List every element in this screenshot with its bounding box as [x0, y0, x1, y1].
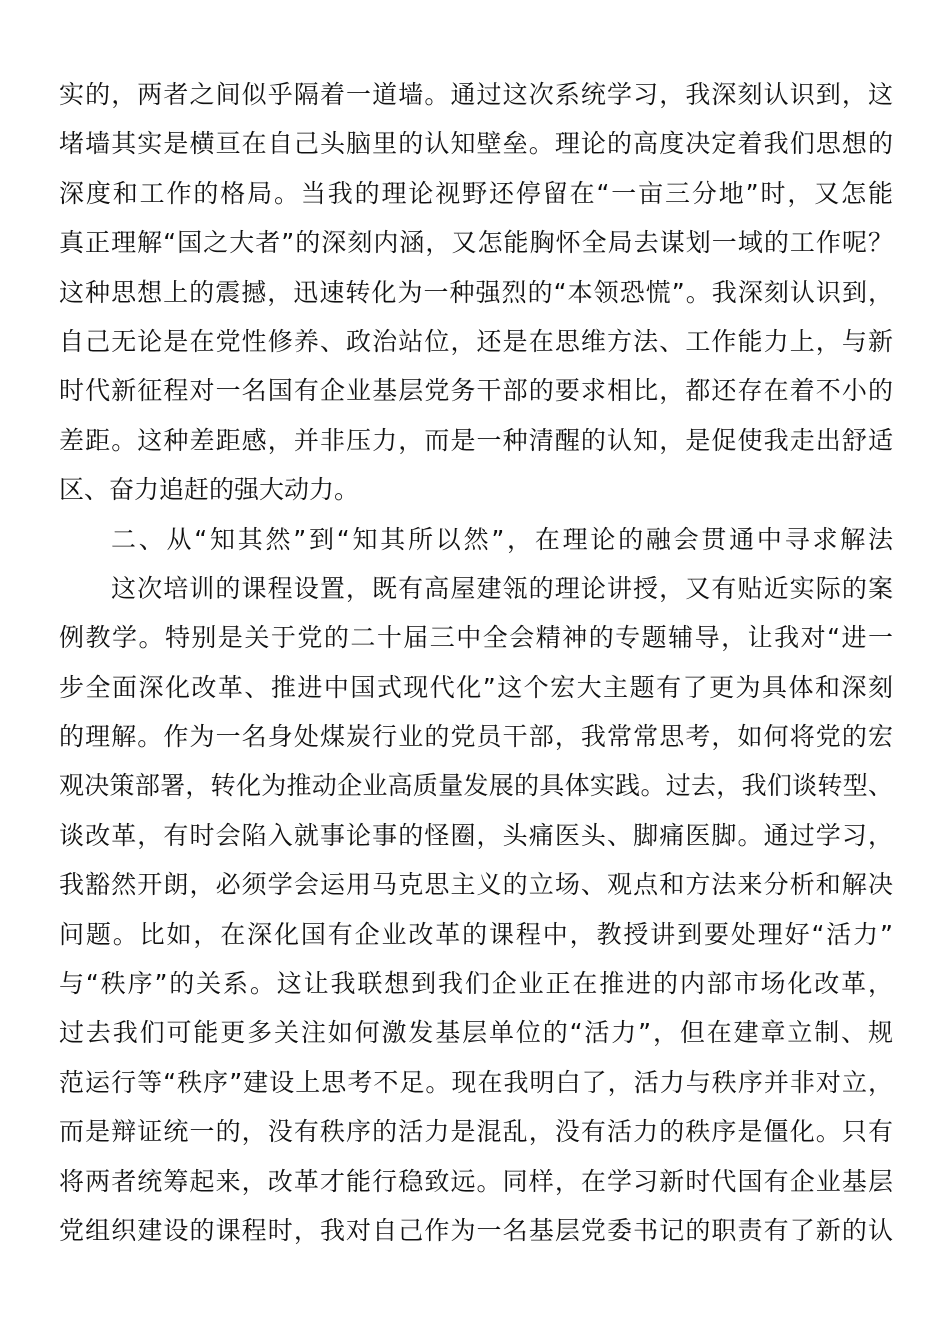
text-line: 例教学。特别是关于党的二十届三中全会精神的专题辅导，让我对“进一	[59, 623, 893, 653]
text-line: 我豁然开朗，必须学会运用马克思主义的立场、观点和方法来分析和解决	[59, 870, 893, 900]
text-line: 深度和工作的格局。当我的理论视野还停留在“一亩三分地”时，又怎能	[59, 178, 893, 208]
text-line: 真正理解“国之大者”的深刻内涵，又怎能胸怀全局去谋划一域的工作呢？	[59, 228, 893, 258]
text-line: 与“秩序”的关系。这让我联想到我们企业正在推进的内部市场化改革，	[59, 969, 893, 999]
text-line: 观决策部署，转化为推动企业高质量发展的具体实践。过去，我们谈转型、	[59, 771, 893, 801]
text-line: 差距。这种差距感，并非压力，而是一种清醒的认知，是促使我走出舒适	[59, 425, 893, 455]
document-body	[59, 70, 893, 1255]
text-line: 实的，两者之间似乎隔着一道墙。通过这次系统学习，我深刻认识到，这	[59, 80, 893, 109]
text-line: 的理解。作为一名身处煤炭行业的党员干部，我常常思考，如何将党的宏	[59, 722, 893, 752]
text-line: 时代新征程对一名国有企业基层党务干部的要求相比，都还存在着不小的	[59, 376, 893, 406]
text-line-paragraph-end: 区、奋力追赶的强大动力。	[59, 475, 360, 505]
text-line: 党组织建设的课程时，我对自己作为一名基层党委书记的职责有了新的认	[59, 1215, 893, 1245]
text-line: 问题。比如，在深化国有企业改革的课程中，教授讲到要处理好“活力”	[59, 919, 893, 949]
text-line: 堵墙其实是横亘在自己头脑里的认知壁垒。理论的高度决定着我们思想的	[59, 129, 893, 159]
text-line: 这种思想上的震撼，迅速转化为一种强烈的“本领恐慌”。我深刻认识到，	[59, 277, 893, 307]
text-line: 步全面深化改革、推进中国式现代化”这个宏大主题有了更为具体和深刻	[59, 672, 893, 702]
text-line: 自己无论是在党性修养、政治站位，还是在思维方法、工作能力上，与新	[59, 326, 893, 356]
text-line: 范运行等“秩序”建设上思考不足。现在我明白了，活力与秩序并非对立，	[59, 1067, 893, 1097]
text-line-paragraph-start: 这次培训的课程设置，既有高屋建瓴的理论讲授，又有贴近实际的案	[111, 573, 893, 603]
text-line: 谈改革，有时会陷入就事论事的怪圈，头痛医头、脚痛医脚。通过学习，	[59, 820, 893, 850]
text-line: 将两者统筹起来，改革才能行稳致远。同样，在学习新时代国有企业基层	[59, 1166, 893, 1196]
text-line: 过去我们可能更多关注如何激发基层单位的“活力”，但在建章立制、规	[59, 1018, 893, 1048]
section-heading: 二、从“知其然”到“知其所以然”，在理论的融会贯通中寻求解法	[111, 524, 893, 554]
text-line: 而是辩证统一的，没有秩序的活力是混乱，没有活力的秩序是僵化。只有	[59, 1117, 893, 1147]
